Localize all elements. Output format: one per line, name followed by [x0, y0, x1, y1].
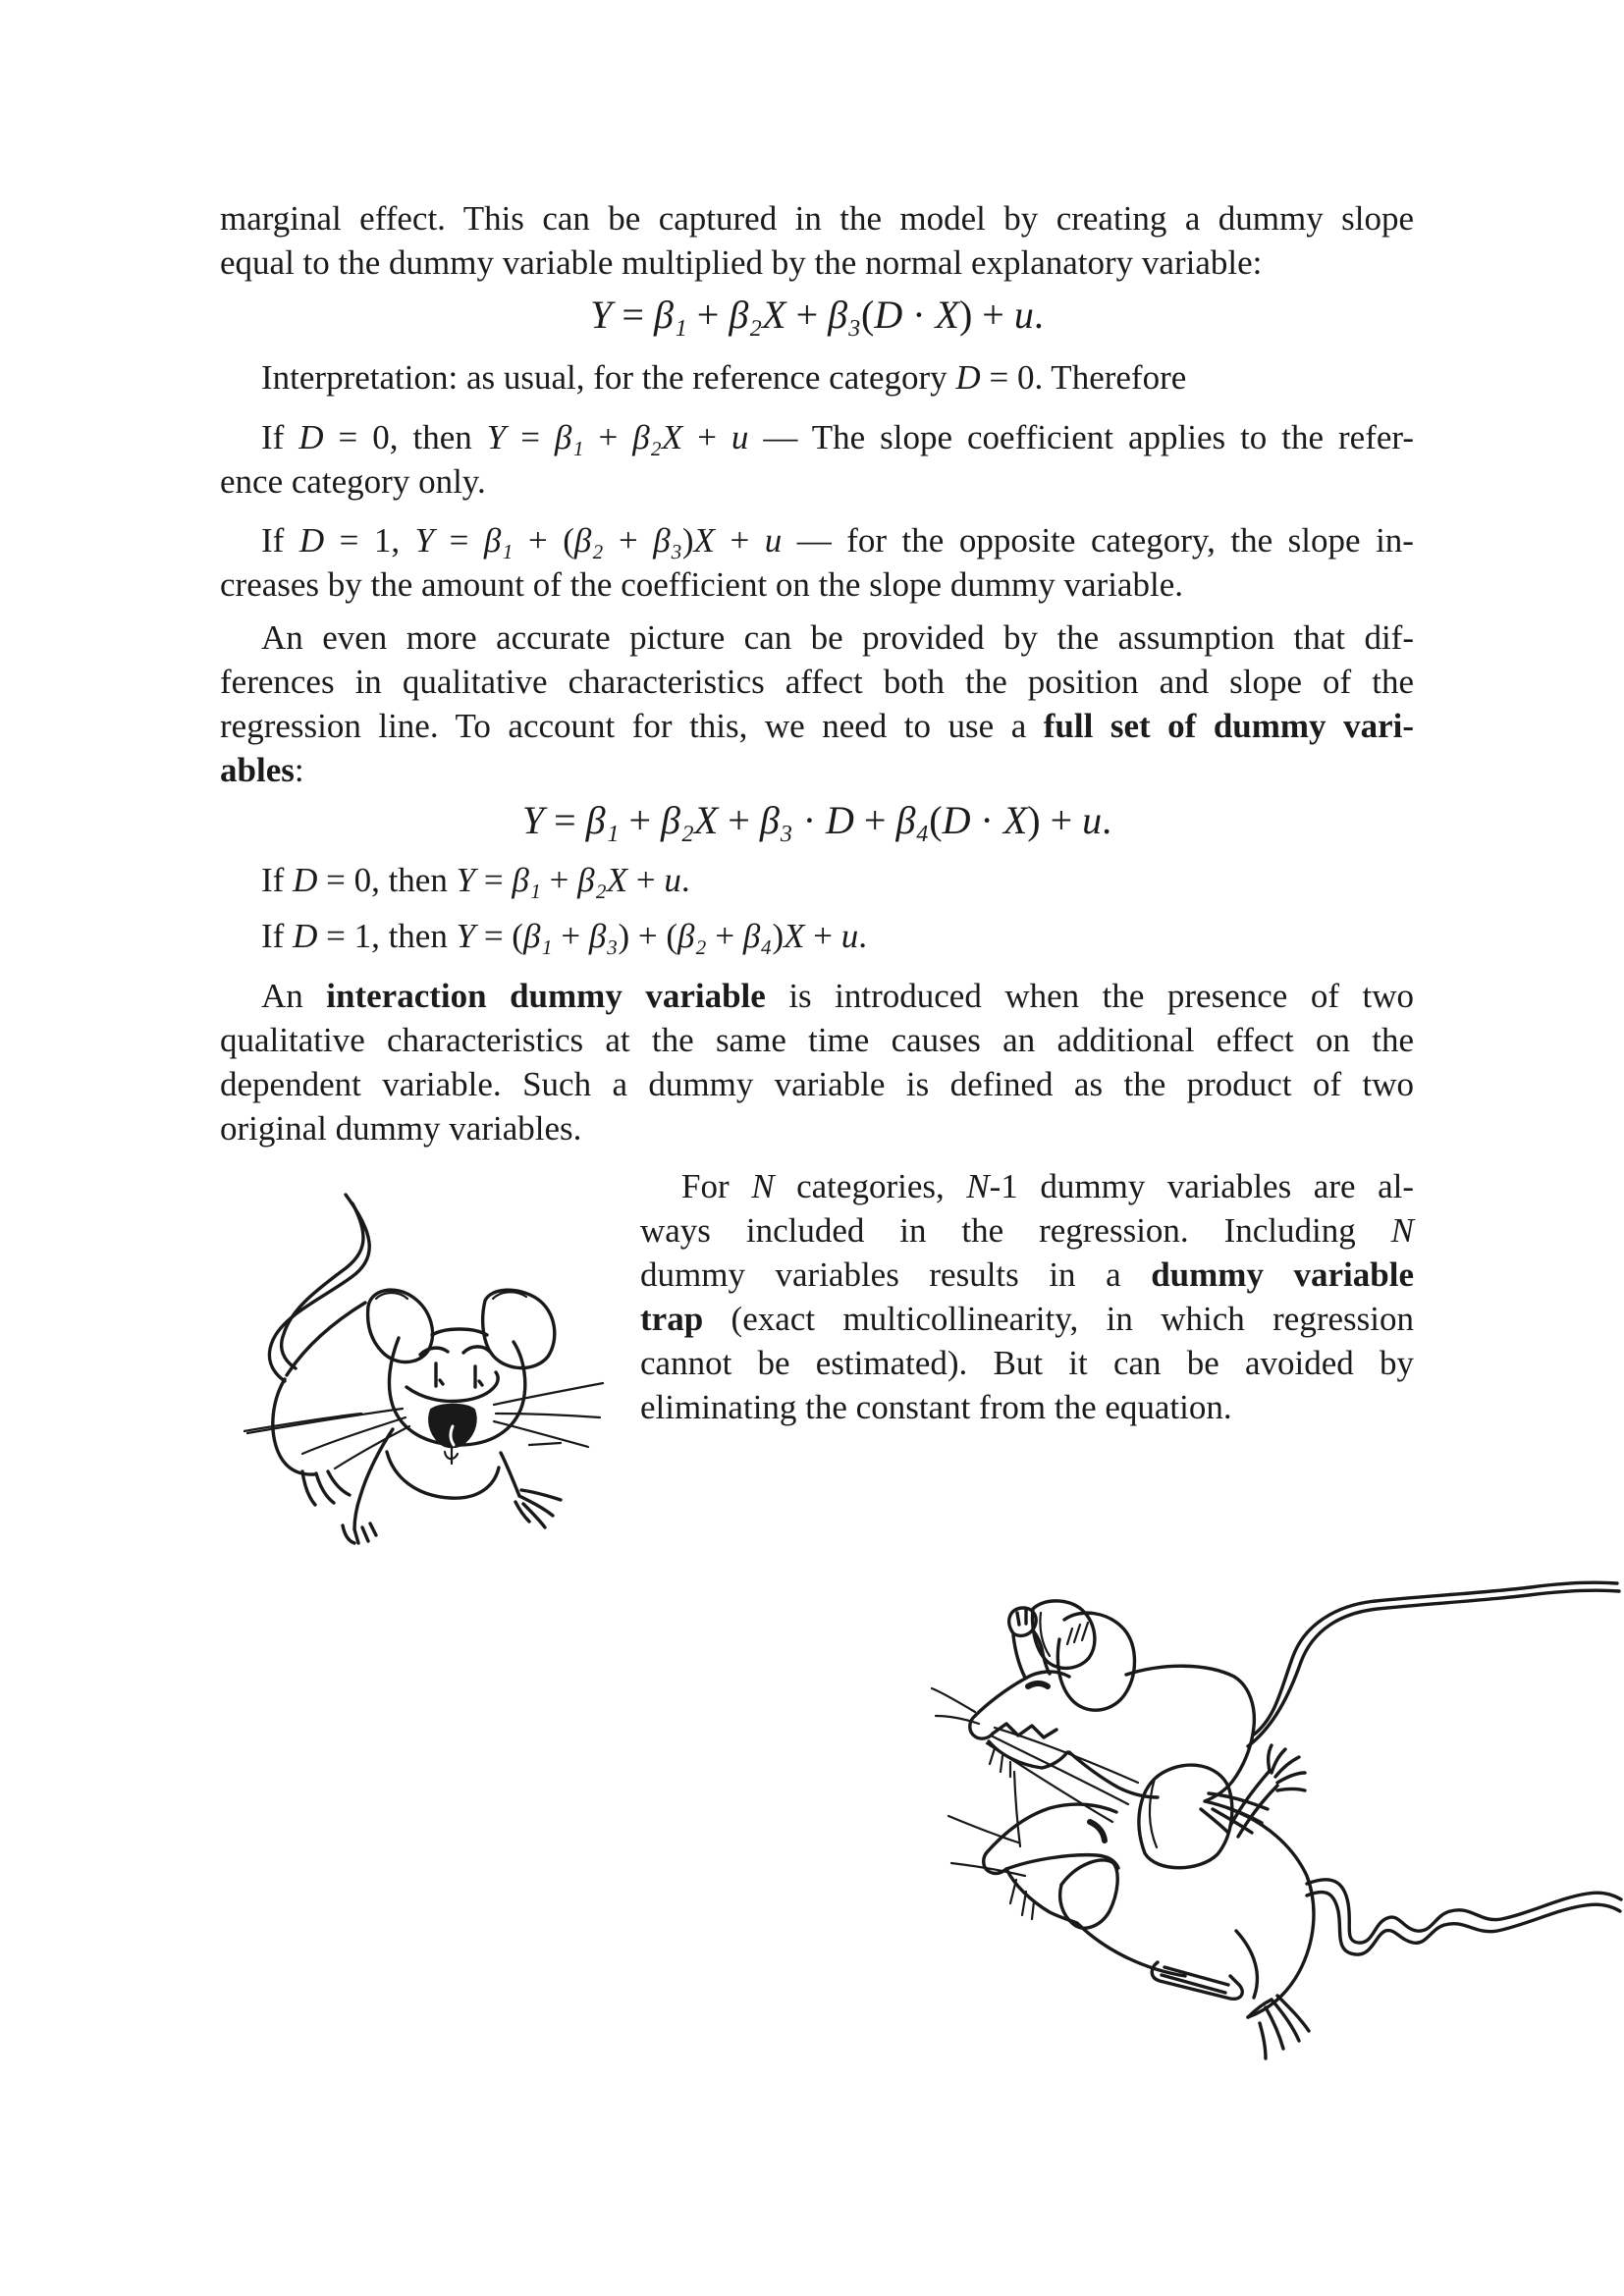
text-run: D: [955, 358, 981, 397]
text-run: D: [293, 917, 318, 955]
text-run: β₂: [573, 521, 604, 560]
text-run: ) +: [1027, 798, 1083, 842]
text-run: +: [619, 798, 662, 842]
mouse-tail: [269, 1195, 369, 1381]
text-run: ): [681, 521, 694, 560]
text-run: N: [966, 1167, 990, 1205]
text-run: β₂X: [729, 293, 786, 337]
text-run: β₃: [588, 917, 619, 955]
mouse-head: [389, 1329, 524, 1464]
text-run: u: [664, 861, 681, 899]
text-run: =: [544, 798, 586, 842]
text-run: +: [583, 418, 633, 456]
text-run: +: [853, 798, 896, 842]
text-run: cannot be estimated). But it can be avoided by: [640, 1344, 1414, 1382]
text-run: +: [804, 917, 841, 955]
paragraph-if-d1: [220, 914, 1414, 958]
text-run: D: [298, 418, 324, 456]
text-run: Y: [456, 917, 476, 955]
paragraph-dummy-variable-trap: [640, 1164, 1414, 1429]
text-run: +: [627, 861, 665, 899]
text-run: +: [706, 917, 743, 955]
text-line: [220, 1018, 1414, 1062]
formula-slope-dummy: [220, 287, 1414, 344]
text-run: Y: [414, 521, 435, 560]
text-run: u: [764, 521, 783, 560]
text-line: [220, 196, 1414, 240]
text-run: ables: [220, 751, 295, 789]
upper-mouse: [932, 1582, 1619, 1833]
text-line: [640, 1253, 1414, 1297]
text-run: For: [681, 1167, 752, 1205]
text-run: ) +: [958, 293, 1014, 337]
text-run: =: [612, 293, 654, 337]
text-run: If: [261, 418, 299, 456]
text-run: If: [261, 917, 294, 955]
lower-mouse-toes: [1260, 1996, 1309, 2058]
text-run: ·: [902, 293, 936, 337]
text-run: β₁: [512, 861, 541, 899]
paragraph-d0-case: [220, 415, 1414, 504]
text-line: [220, 415, 1414, 459]
text-line: [640, 1385, 1414, 1429]
text-run: +: [785, 293, 829, 337]
text-run: .: [680, 861, 690, 899]
text-run: Y: [590, 293, 613, 337]
text-run: dummy variable: [1151, 1255, 1414, 1294]
text-run: is introduced when the presence of two: [765, 977, 1414, 1015]
text-run: =: [475, 861, 513, 899]
paragraph-interaction-dummy: [220, 974, 1414, 1150]
text-line: [220, 858, 1414, 902]
paragraph-if-d0: [220, 858, 1414, 902]
text-run: An: [261, 977, 327, 1015]
text-run: u: [1082, 798, 1103, 842]
text-run: N: [751, 1167, 775, 1205]
two-mice-illustration: [931, 1569, 1624, 2104]
text-run: ence category only.: [220, 462, 486, 501]
text-run: eliminating the constant from the equation.: [640, 1388, 1232, 1426]
text-run: categories,: [774, 1167, 967, 1205]
text-run: X: [784, 917, 805, 955]
text-run: :: [294, 751, 304, 789]
text-run: equal to the dummy variable multiplied by the normal explanatory variable:: [220, 243, 1263, 282]
text-run: β₁: [653, 293, 687, 337]
text-run: ) + (: [618, 917, 677, 955]
text-line: [220, 518, 1414, 562]
text-line: [220, 748, 1414, 792]
text-run: ways included in the regression. Including: [640, 1211, 1391, 1250]
text-run: β₁: [522, 917, 553, 955]
text-run: X: [1002, 798, 1028, 842]
text-run: = (: [475, 917, 523, 955]
lower-mouse-mouth: [1060, 1860, 1118, 1928]
text-run: = 1, then: [317, 917, 457, 955]
text-line: [640, 1208, 1414, 1253]
text-line: [220, 240, 1414, 285]
text-run: +: [686, 293, 730, 337]
text-line: [220, 704, 1414, 748]
text-run: Y: [486, 418, 507, 456]
text-run: D: [942, 798, 971, 842]
lower-mouse-whiskers: [948, 1772, 1025, 1876]
text-run: +: [682, 418, 731, 456]
text-run: +: [540, 861, 578, 899]
text-run: .: [858, 917, 868, 955]
text-run: -1 dummy variables are al-: [989, 1167, 1414, 1205]
text-run: marginal effect. This can be captured in the model by creating a dummy slope: [220, 199, 1414, 238]
text-run: =: [434, 521, 484, 560]
text-run: D: [298, 521, 325, 560]
text-run: full set of dummy vari-: [1043, 707, 1414, 745]
text-run: .: [1033, 293, 1044, 337]
text-run: β₄: [742, 917, 773, 955]
lower-mouse-tail: [1307, 1880, 1621, 1954]
text-run: N: [1390, 1211, 1414, 1250]
text-run: X: [693, 521, 715, 560]
text-run: Interpretation: as usual, for the reference category: [261, 358, 956, 397]
text-run: β₃: [759, 798, 793, 842]
text-run: An even more accurate picture can be provided by the assumption that dif-: [261, 618, 1414, 657]
text-run: +: [603, 521, 654, 560]
text-run: β₂: [677, 917, 707, 955]
text-run: If: [261, 861, 294, 899]
text-line: [220, 1062, 1414, 1106]
text-run: ): [772, 917, 785, 955]
text-run: If: [261, 521, 299, 560]
text-run: (: [860, 293, 875, 337]
text-run: β₁: [483, 521, 514, 560]
text-run: trap: [640, 1300, 704, 1338]
text-run: ·: [970, 798, 1003, 842]
text-run: D: [874, 293, 903, 337]
upper-mouse-ear-back: [1057, 1613, 1134, 1710]
text-run: regression line. To account for this, we need to use a: [220, 707, 1044, 745]
text-run: dependent variable. Such a dummy variable is defined as the product of two: [220, 1065, 1414, 1103]
text-run: Y: [456, 861, 476, 899]
text-run: = 1,: [324, 521, 415, 560]
upper-mouse-tail: [1248, 1582, 1619, 1746]
text-run: = 0, then: [323, 418, 487, 456]
paragraph-dummy-slope: [220, 196, 1414, 285]
text-run: D: [293, 861, 318, 899]
text-line: [640, 1297, 1414, 1341]
text-run: β₃: [828, 293, 861, 337]
text-run: = 0, then: [317, 861, 457, 899]
lower-mouse-hand: [1269, 1745, 1305, 1790]
text-run: u: [731, 418, 749, 456]
text-run: + (: [513, 521, 574, 560]
text-run: = 0. Therefore: [980, 358, 1187, 397]
text-run: (: [929, 798, 943, 842]
paragraph-d1-case: [220, 518, 1414, 607]
text-line: [220, 974, 1414, 1018]
text-run: — The slope coefficient applies to the refer-: [748, 418, 1415, 456]
text-run: creases by the amount of the coefficient on the slope dummy variable.: [220, 565, 1183, 604]
text-line: [220, 355, 1414, 400]
text-run: +: [552, 917, 589, 955]
text-run: ·: [792, 798, 827, 842]
text-run: X: [935, 293, 959, 337]
text-run: .: [1102, 798, 1112, 842]
formula-full-set: [220, 792, 1414, 849]
text-run: β₁: [585, 798, 620, 842]
text-line: [220, 615, 1414, 660]
text-run: (exact multicollinearity, in which regression: [703, 1300, 1414, 1338]
text-run: qualitative characteristics at the same time causes an additional effect on the: [220, 1021, 1414, 1059]
lower-mouse: [948, 1745, 1621, 2058]
text-line: [640, 1341, 1414, 1385]
text-run: +: [714, 521, 765, 560]
paragraph-full-set: [220, 615, 1414, 792]
text-line: [220, 1106, 1414, 1150]
text-run: β₄: [895, 798, 930, 842]
lower-mouse-front-foot: [1152, 1962, 1242, 1999]
mouse-body: [273, 1303, 499, 1505]
text-run: — for the opposite category, the slope in-: [782, 521, 1414, 560]
text-line: [220, 914, 1414, 958]
text-line: [640, 1164, 1414, 1208]
text-run: β₁: [554, 418, 584, 456]
paragraph-interpretation: [220, 355, 1414, 400]
text-run: +: [718, 798, 760, 842]
text-run: Y: [521, 798, 545, 842]
text-run: β₂X: [632, 418, 683, 456]
lower-mouse-ear: [1139, 1765, 1232, 1868]
text-line: [220, 660, 1414, 704]
text-run: D: [826, 798, 854, 842]
text-line: [220, 562, 1414, 607]
text-run: =: [506, 418, 555, 456]
text-run: original dummy variables.: [220, 1109, 582, 1148]
text-run: ferences in qualitative characteristics affect both the position and slope of the: [220, 663, 1414, 701]
text-run: interaction dummy variable: [326, 977, 766, 1015]
mouse-front-illustration: [244, 1191, 609, 1546]
text-line: [220, 459, 1414, 504]
text-run: β₂X: [577, 861, 628, 899]
text-run: β₂X: [661, 798, 719, 842]
text-run: dummy variables results in a: [640, 1255, 1152, 1294]
text-run: u: [1013, 293, 1034, 337]
text-run: u: [840, 917, 859, 955]
text-run: β₃: [653, 521, 682, 560]
